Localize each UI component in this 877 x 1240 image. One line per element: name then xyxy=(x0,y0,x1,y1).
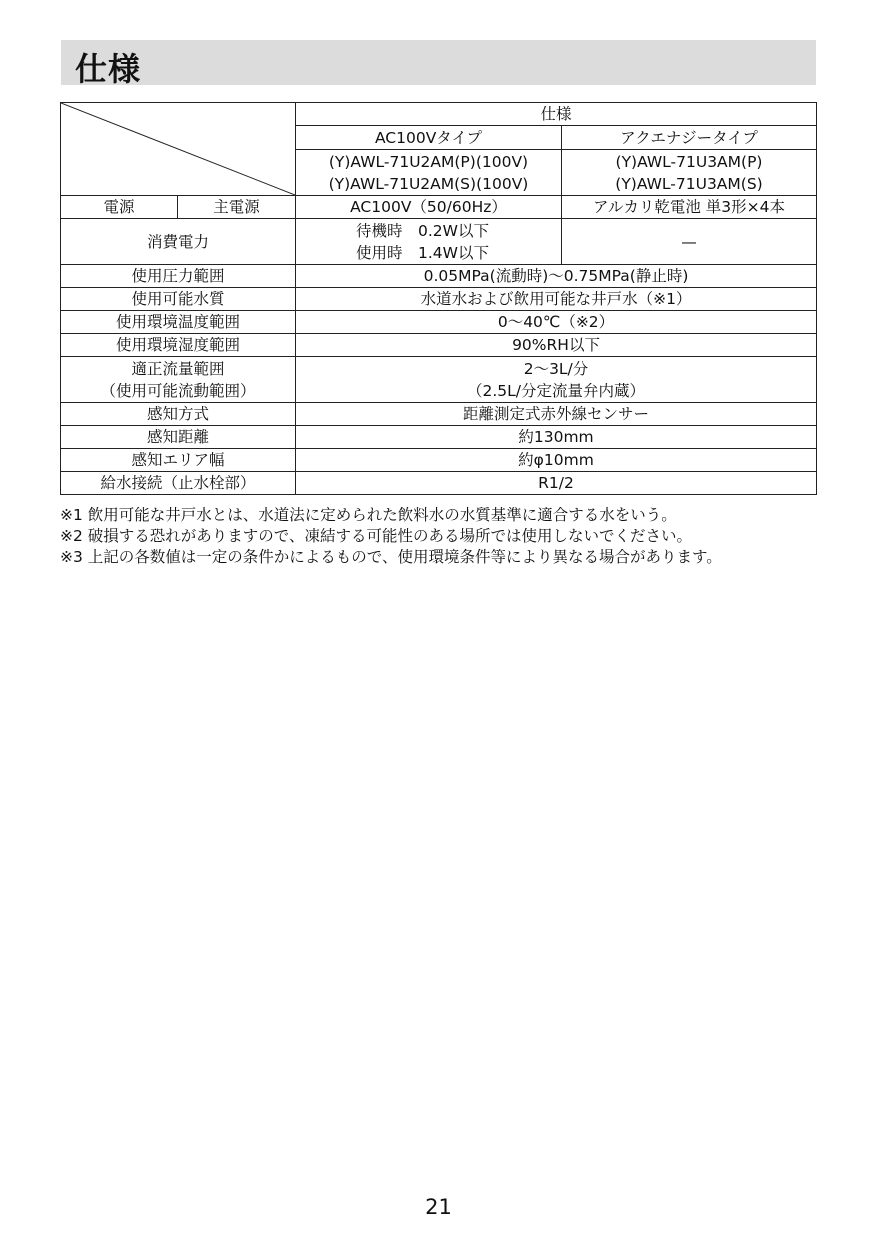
footnote: ※1 飲用可能な井戸水とは、水道法に定められた飲料水の水質基準に適合する水をいう。 xyxy=(60,506,677,524)
row-value: 距離測定式赤外線センサー xyxy=(296,403,817,426)
power-label: 電源 xyxy=(61,196,178,219)
row-label: 感知距離 xyxy=(61,426,296,449)
page-title: 仕様 xyxy=(75,50,142,88)
power-sublabel: 主電源 xyxy=(178,196,296,219)
row-label: 使用圧力範囲 xyxy=(61,265,296,288)
col-header-aquenergy: アクエナジータイプ xyxy=(562,126,817,150)
row-value: R1/2 xyxy=(296,472,817,495)
spec-table xyxy=(60,102,817,495)
model-cell-ac100v xyxy=(296,150,562,196)
model-number: (Y)AWL-71U3AM(S) xyxy=(615,174,763,193)
footnote: ※3 上記の各数値は一定の条件かによるもので、使用環境条件等により異なる場合があります。 xyxy=(60,548,722,566)
col-header-ac100v: AC100Vタイプ xyxy=(296,126,562,150)
row-label: 感知エリア幅 xyxy=(61,449,296,472)
flow-value-line: 2～3L/分 xyxy=(523,359,589,378)
row-label: 感知方式 xyxy=(61,403,296,426)
model-cell-aquenergy xyxy=(562,150,817,196)
model-number: (Y)AWL-71U2AM(S)(100V) xyxy=(328,174,529,193)
consumption-value xyxy=(296,219,562,265)
footnote: ※2 破損する恐れがありますので、凍結する可能性のある場所では使用しないでください。 xyxy=(60,527,692,545)
flow-value xyxy=(296,357,817,403)
row-value: 約φ10mm xyxy=(296,449,817,472)
power-value-ac100v: AC100V（50/60Hz） xyxy=(296,196,562,219)
consumption-use: 使用時 1.4W以下 xyxy=(356,243,489,262)
flow-label-line: 適正流量範囲 xyxy=(131,359,225,378)
row-value: 90%RH以下 xyxy=(296,334,817,357)
flow-label xyxy=(61,357,296,403)
consumption-label: 消費電力 xyxy=(61,219,296,265)
row-value: 0～40℃（※2） xyxy=(296,311,817,334)
row-label: 使用環境湿度範囲 xyxy=(61,334,296,357)
title-bar xyxy=(61,40,816,88)
corner-cell xyxy=(61,103,296,196)
footnotes xyxy=(60,505,820,568)
row-label: 使用可能水質 xyxy=(61,288,296,311)
consumption-value-aquenergy: — xyxy=(562,219,817,265)
page-number: 21 xyxy=(425,1195,452,1219)
row-value: 約130mm xyxy=(296,426,817,449)
diagonal-line xyxy=(61,103,295,195)
row-value: 水道水および飲用可能な井戸水（※1） xyxy=(296,288,817,311)
flow-value-line: （2.5L/分定流量弁内蔵） xyxy=(467,381,646,400)
row-label: 給水接続（止水栓部） xyxy=(61,472,296,495)
model-number: (Y)AWL-71U3AM(P) xyxy=(615,152,763,171)
spec-header: 仕様 xyxy=(296,103,817,126)
row-value: 0.05MPa(流動時)～0.75MPa(静止時) xyxy=(296,265,817,288)
row-label: 使用環境温度範囲 xyxy=(61,311,296,334)
model-number: (Y)AWL-71U2AM(P)(100V) xyxy=(328,152,529,171)
consumption-standby: 待機時 0.2W以下 xyxy=(356,221,489,240)
flow-label-line: （使用可能流動範囲） xyxy=(100,381,256,400)
power-value-aquenergy: アルカリ乾電池 単3形×4本 xyxy=(562,196,817,219)
